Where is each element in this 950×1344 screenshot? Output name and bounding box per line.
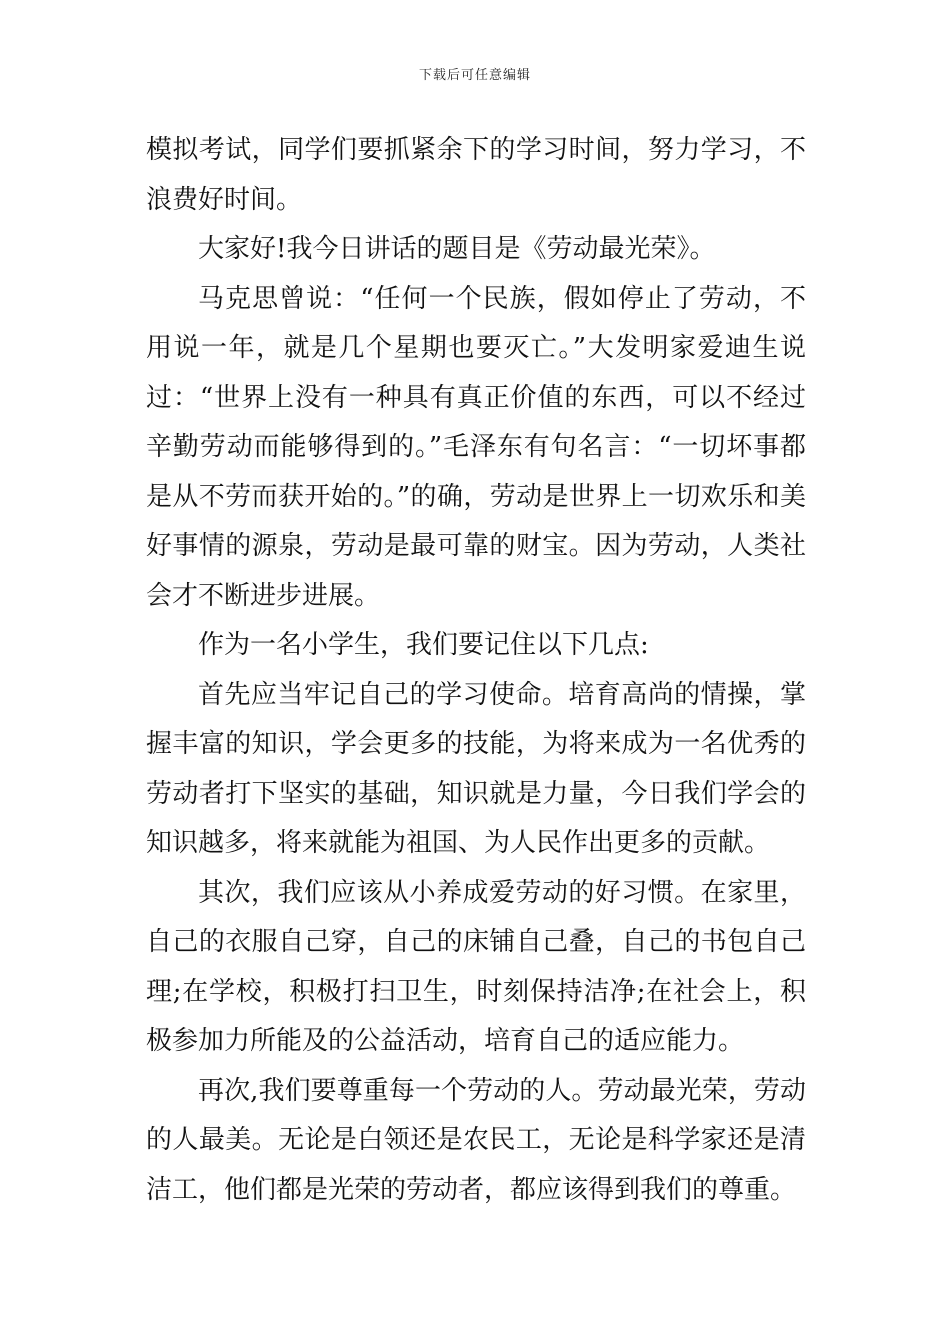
paragraph-intro-points: 作为一名小学生，我们要记住以下几点: bbox=[198, 630, 649, 660]
page-header: 下载后可任意编辑 bbox=[418, 68, 531, 83]
paragraph-continuation: 模拟考试，同学们要抓紧余下的学习时间，努力学习，不浪费好时间。 bbox=[146, 135, 806, 215]
paragraph-quotes: 马克思曾说：“任何一个民族，假如停止了劳动，不用说一年，就是几个星期也要灭亡。”大发明家爱迪生说过：“世界上没有一种具有真正价值的东西，可以不经过辛勤劳动而能够得到的。”毛泽东有句名言：“一切坏事都是从不劳而获开始的。”的确，劳动是世界上一切欢乐和美好事情的源泉，劳动是最可靠的财宝。因为劳动，人类社会才不断进步进展。 bbox=[146, 283, 806, 611]
paragraph-point-first: 首先应当牢记自己的学习使命。培育高尚的情操，掌握丰富的知识，学会更多的技能，为将来成为一名优秀的劳动者打下坚实的基础，知识就是力量，今日我们学会的知识越多，将来就能为祖国、为人民作出更多的贡献。 bbox=[146, 679, 806, 858]
paragraph-greeting: 大家好!我今日讲话的题目是《劳动最光荣》。 bbox=[198, 234, 716, 264]
paragraph-point-second: 其次，我们应该从小养成爱劳动的好习惯。在家里，自己的衣服自己穿，自己的床铺自己叠，自己的书包自己理;在学校，积极打扫卫生，时刻保持洁净;在社会上，积极参加力所能及的公益活动，培育自己的适应能力。 bbox=[146, 877, 806, 1056]
document-body bbox=[146, 126, 806, 1215]
paragraph-point-third: 再次,我们要尊重每一个劳动的人。劳动最光荣，劳动的人最美。无论是白领还是农民工，无论是科学家还是清洁工，他们都是光荣的劳动者，都应该得到我们的尊重。 bbox=[146, 1075, 806, 1205]
